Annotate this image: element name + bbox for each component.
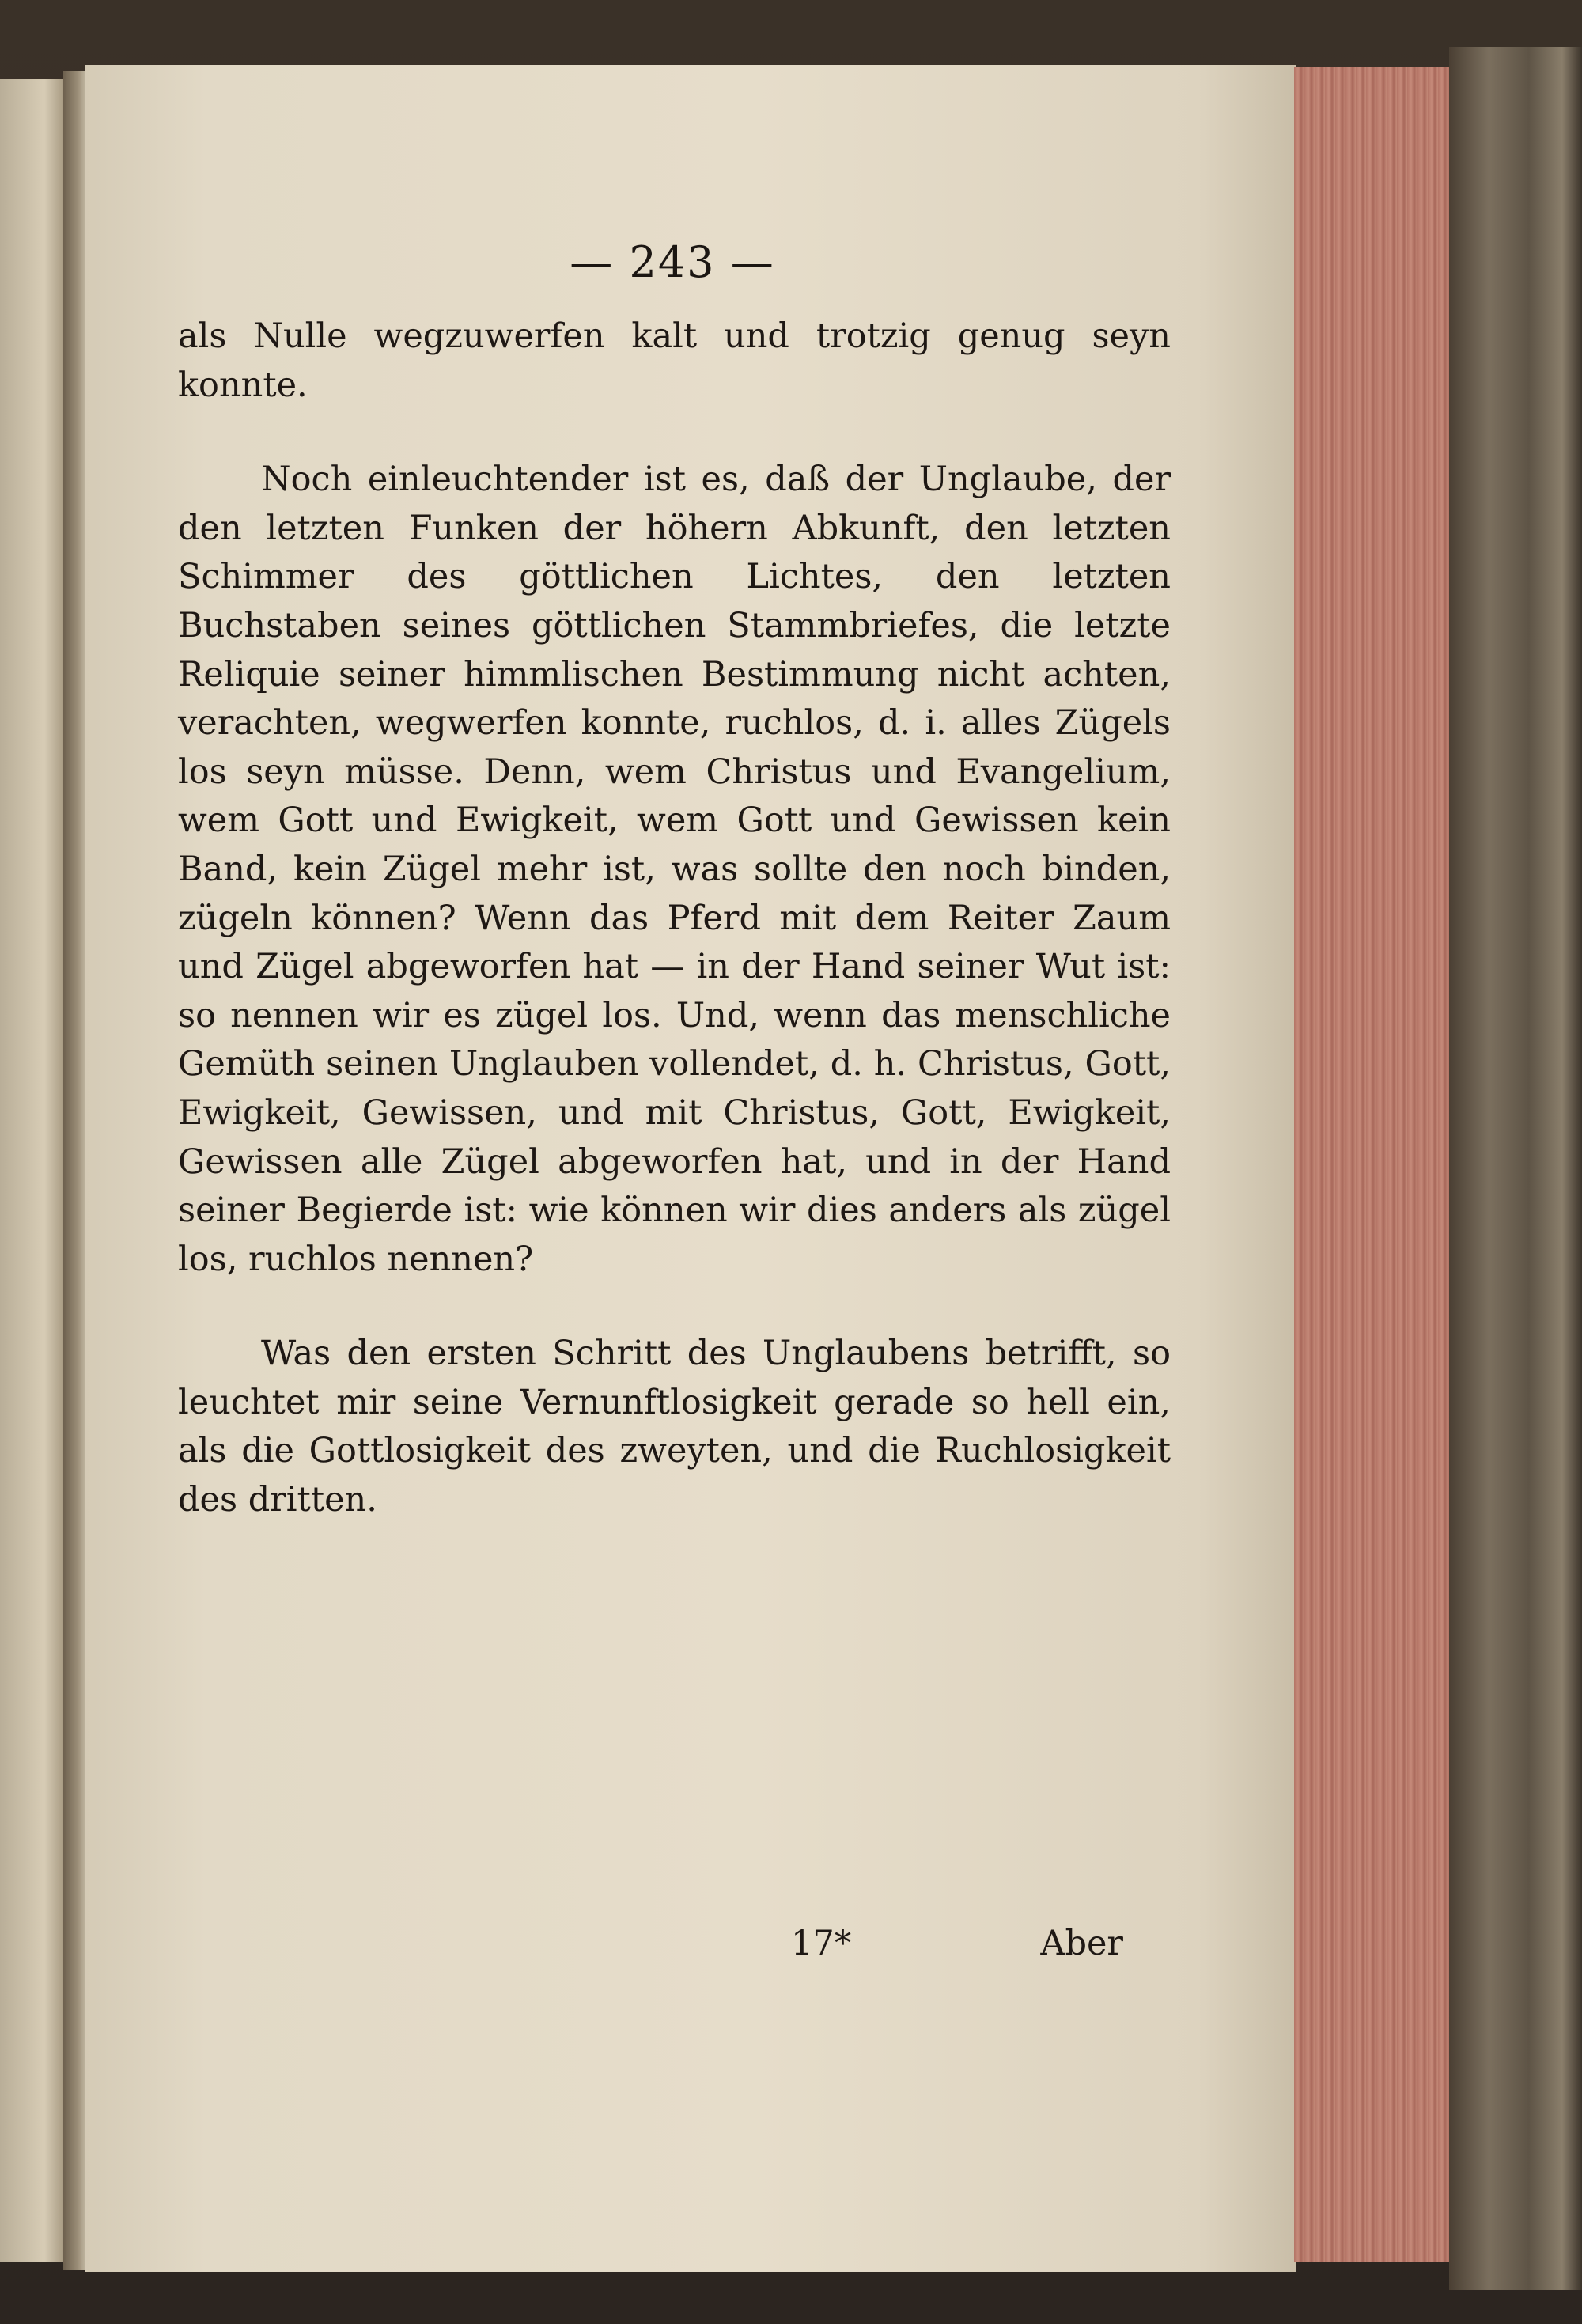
page-number-header: — 243 — (570, 237, 775, 287)
body-text (178, 312, 1171, 1525)
page-footer (178, 1924, 1171, 1979)
paragraph: Noch einleuchtender ist es, daß der Unglaube, der den letzten Funken der höhern Abkunft, den letzten Schimmer des göttlichen Lichtes, den letzten Buchstaben seines göttlichen Stammbriefes, die letzte Reliquie seiner himmlischen Bestimmung nicht achten, verachten, wegwerfen konnte, ruchlos, d. i. alles Zügels los seyn müsse. Denn, wem Christus und Evangelium, wem Gott und Ewigkeit, wem Gott und Gewissen kein Band, kein Zügel mehr ist, was sollte den noch binden, zügeln können? Wenn das Pferd mit dem Reiter Zaum und Zügel abgeworfen hat — in der Hand seiner Wut ist: so nennen wir es zügel los. Und, wenn das menschliche Gemüth seinen Unglauben vollendet, d. h. Christus, Gott, Ewigkeit, Gewissen, und mit Christus, Gott, Ewigkeit, Gewissen alle Zügel abgeworfen hat, und in der Hand seiner Begierde ist: wie können wir dies anders als zügel los, ruchlos nennen? (178, 460, 1171, 1279)
paragraph: Was den ersten Schritt des Unglaubens betrifft, so leuchtet mir seine Vernunftlosigkeit gerade so hell ein, als die Gottlosigkeit des zweyten, und die Ruchlosigkeit des dritten. (178, 1334, 1171, 1520)
paragraph: als Nulle wegzuwerfen kalt und trotzig genug seyn konnte. (178, 316, 1171, 405)
gutter (63, 71, 87, 2270)
signature-mark: 17* (791, 1924, 852, 1963)
catchword: Aber (1040, 1924, 1123, 1963)
book-cover (1449, 47, 1582, 2290)
left-page-edge (0, 79, 63, 2262)
page-edges (1294, 67, 1452, 2262)
